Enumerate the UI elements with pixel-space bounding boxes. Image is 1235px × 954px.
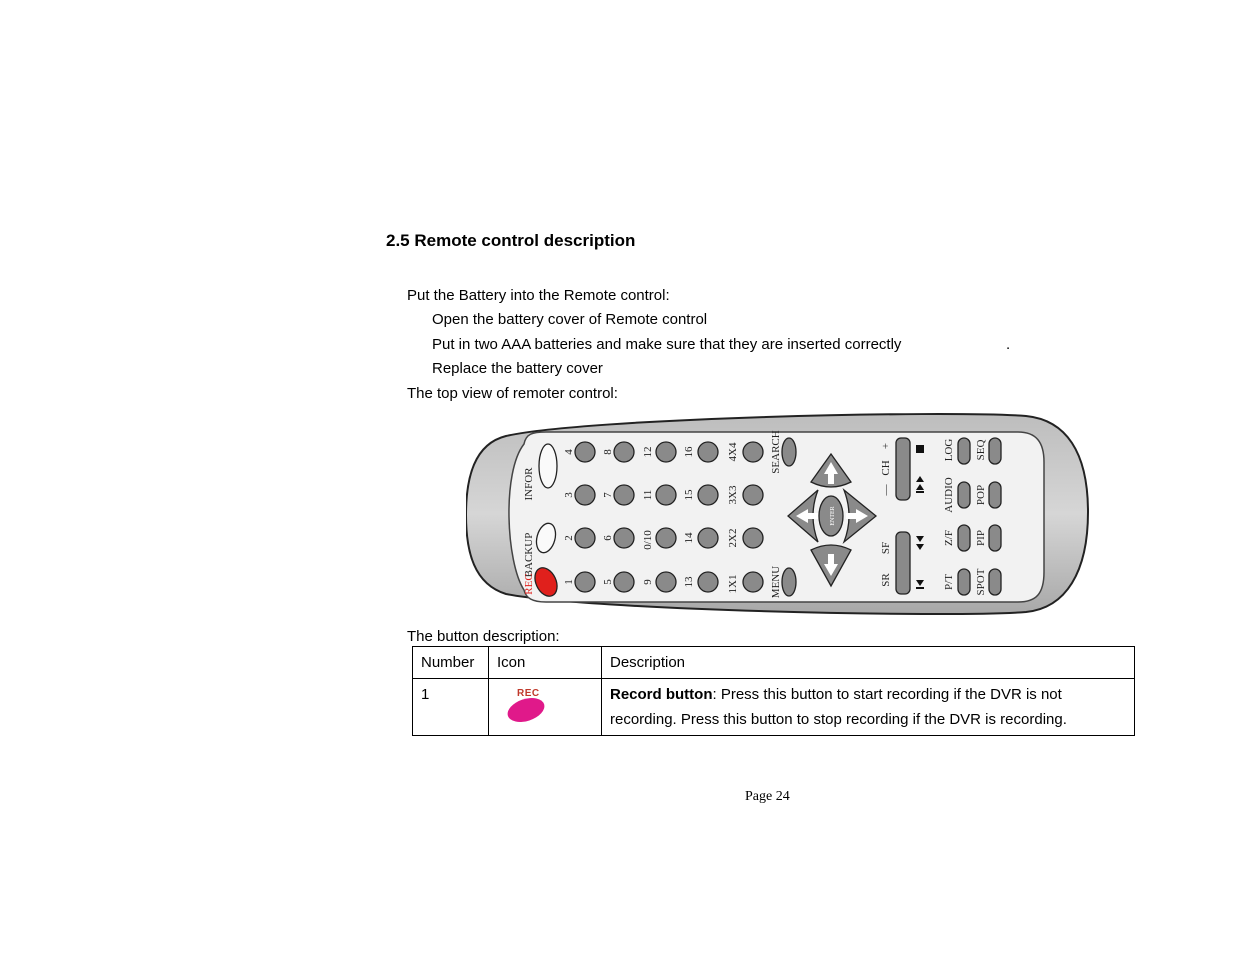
label-search: SEARCH: [770, 430, 782, 474]
key-13: [698, 572, 718, 592]
label-ch-plus: +: [880, 442, 892, 450]
key-label-9: 9: [642, 579, 654, 585]
label-sr: SR: [880, 573, 892, 587]
label-pip: PIP: [975, 530, 987, 546]
label-audio: AUDIO: [943, 477, 955, 513]
battery-step-2-period: .: [1006, 336, 1011, 353]
log-button: [958, 438, 970, 464]
key-label-14: 14: [683, 532, 695, 544]
label-menu: MENU: [770, 565, 782, 599]
seq-button: [989, 438, 1001, 464]
key-1x1: [743, 572, 763, 592]
audio-button: [958, 482, 970, 508]
ch-rocker: [896, 438, 910, 500]
label-ch-minus: —: [880, 484, 892, 496]
label-spot: SPOT: [975, 568, 987, 596]
rec-icon-label: REC: [517, 688, 540, 699]
key-8: [614, 442, 634, 462]
key-label-7: 7: [602, 492, 614, 498]
key-label-2: 2: [563, 535, 575, 541]
key-label-16: 16: [683, 446, 695, 458]
zf-button: [958, 525, 970, 551]
key-6: [614, 528, 634, 548]
spot-button: [989, 569, 1001, 595]
label-backup: BACKUP: [523, 532, 535, 578]
row-icon-cell: [489, 679, 602, 736]
label-rec: REC: [523, 573, 535, 595]
record-button-term: Record button: [610, 686, 713, 703]
button-description-table: [412, 646, 1135, 736]
key-label-5: 5: [602, 579, 614, 585]
key-7: [614, 485, 634, 505]
key-16: [698, 442, 718, 462]
label-ch: CH: [880, 460, 892, 476]
key-12: [656, 442, 676, 462]
key-label-0-10: 0/10: [642, 530, 654, 550]
battery-step-3: Replace the battery cover: [432, 360, 603, 377]
key-label-4: 4: [563, 449, 575, 455]
stop-icon: [916, 445, 924, 453]
key-9: [656, 572, 676, 592]
key-14: [698, 528, 718, 548]
key-label-11: 11: [642, 489, 654, 501]
record-button-text: : Press this button to start recording if the DVR is not recording. Press this button to stop recording if the DVR is recording.: [610, 686, 1067, 728]
key-2: [575, 528, 595, 548]
menu-button: [782, 568, 796, 596]
key-4: [575, 442, 595, 462]
key-4x4: [743, 442, 763, 462]
label-pop: POP: [975, 484, 987, 506]
infor-button: [539, 444, 557, 488]
key-label-3x3: 3X3: [727, 485, 739, 505]
button-desc-caption: The button description:: [407, 628, 560, 645]
label-pt: P/T: [943, 574, 955, 590]
key-0-10: [656, 528, 676, 548]
key-1: [575, 572, 595, 592]
pop-button: [989, 482, 1001, 508]
header-icon: Icon: [489, 647, 602, 679]
search-button: [782, 438, 796, 466]
key-15: [698, 485, 718, 505]
section-heading: 2.5 Remote control description: [386, 231, 636, 250]
key-label-2x2: 2X2: [727, 528, 739, 548]
sf-sr-rocker: [896, 532, 910, 594]
label-seq: SEQ: [975, 439, 987, 461]
key-3: [575, 485, 595, 505]
label-zf: Z/F: [943, 530, 955, 546]
battery-step-1: Open the battery cover of Remote control: [432, 311, 708, 328]
remote-control-illustration: [466, 412, 1090, 618]
label-log: LOG: [943, 438, 955, 462]
row-number: 1: [413, 679, 489, 736]
battery-step-2: Put in two AAA batteries and make sure that they are inserted correctly: [432, 336, 902, 353]
key-2x2: [743, 528, 763, 548]
key-label-8: 8: [602, 449, 614, 455]
key-label-12: 12: [642, 446, 654, 458]
key-label-1: 1: [563, 579, 575, 585]
rec-button-icon: [497, 682, 557, 726]
label-infor: INFOR: [523, 467, 535, 501]
table-header-row: [413, 647, 1135, 679]
key-label-15: 15: [683, 489, 695, 501]
rec-icon-shape: [505, 694, 548, 727]
key-11: [656, 485, 676, 505]
top-view-caption: The top view of remoter control:: [407, 385, 618, 402]
page-number: Page 24: [745, 789, 790, 804]
key-label-1x1: 1X1: [727, 574, 739, 594]
key-3x3: [743, 485, 763, 505]
key-label-4x4: 4X4: [727, 442, 739, 462]
key-label-6: 6: [602, 535, 614, 541]
battery-intro: Put the Battery into the Remote control:: [407, 287, 670, 304]
row-description: [602, 679, 1135, 736]
label-enter: ENTER: [830, 506, 836, 526]
pt-button: [958, 569, 970, 595]
key-label-13: 13: [683, 576, 695, 588]
header-number: Number: [413, 647, 489, 679]
label-sf: SF: [880, 541, 892, 555]
header-description: Description: [602, 647, 1135, 679]
key-5: [614, 572, 634, 592]
pip-button: [989, 525, 1001, 551]
table-row: [413, 679, 1135, 736]
key-label-3: 3: [563, 492, 575, 498]
